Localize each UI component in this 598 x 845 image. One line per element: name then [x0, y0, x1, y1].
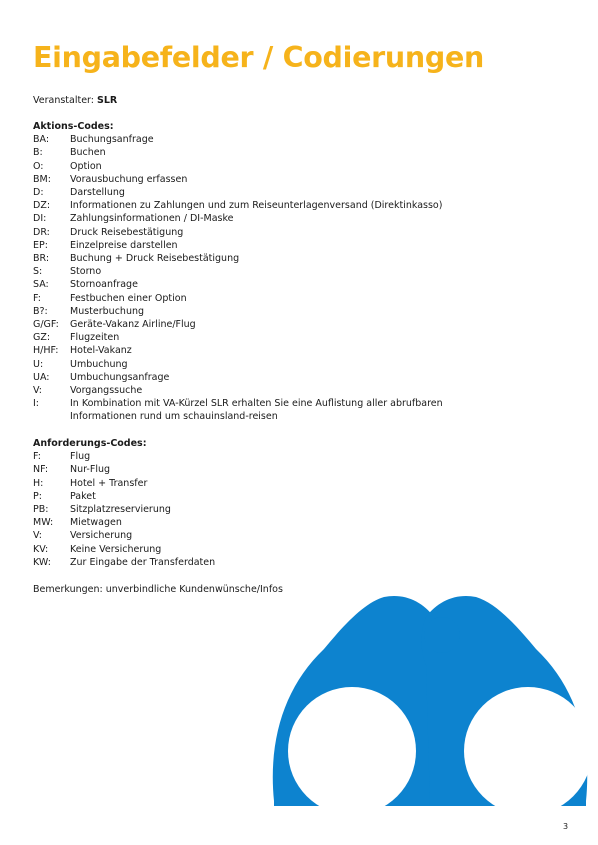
- code-description: Paket: [70, 490, 96, 502]
- code-row: [33, 529, 453, 542]
- code-label: B?:: [33, 305, 48, 317]
- code-row: [33, 199, 453, 212]
- code-description: Versicherung: [70, 530, 133, 542]
- code-description: Musterbuchung: [70, 305, 145, 317]
- code-label: KW:: [33, 556, 51, 568]
- code-row: [33, 173, 453, 186]
- code-label: BM:: [33, 173, 51, 185]
- code-row: [33, 239, 453, 252]
- code-row: [33, 133, 453, 146]
- code-description: Sitzplatzreservierung: [70, 504, 171, 516]
- code-label: BR:: [33, 253, 50, 265]
- code-row: [33, 226, 453, 239]
- code-row: [33, 344, 453, 357]
- code-row: [33, 358, 453, 371]
- code-description: Vorgangssuche: [70, 385, 143, 397]
- request-codes-section: [33, 437, 453, 569]
- code-row: [33, 503, 453, 516]
- code-row: [33, 371, 453, 384]
- code-description: Umbuchung: [70, 358, 128, 370]
- code-row: [33, 463, 453, 476]
- code-label: P:: [33, 490, 42, 502]
- organizer-line: [33, 94, 117, 107]
- code-row: [33, 397, 453, 423]
- code-description: Zahlungsinformationen / DI-Maske: [70, 213, 234, 225]
- code-row: [33, 305, 453, 318]
- code-label: H/HF:: [33, 345, 59, 357]
- code-row: [33, 160, 453, 173]
- binoculars-icon: [262, 591, 598, 806]
- code-label: KV:: [33, 543, 49, 555]
- code-label: DI:: [33, 213, 47, 225]
- binoculars-shape: [273, 596, 587, 806]
- code-label: MW:: [33, 517, 54, 529]
- code-row: [33, 252, 453, 265]
- code-description: Option: [70, 160, 102, 172]
- binoculars-bridge: [424, 617, 460, 653]
- code-description: Darstellung: [70, 187, 125, 199]
- code-description: Zur Eingabe der Transferdaten: [70, 556, 216, 568]
- code-label: U:: [33, 358, 44, 370]
- code-description: Flug: [70, 451, 91, 463]
- code-row: [33, 384, 453, 397]
- code-description: Stornoanfrage: [70, 279, 138, 291]
- code-label: GZ:: [33, 332, 51, 344]
- code-label: V:: [33, 385, 42, 397]
- code-row: [33, 556, 453, 569]
- code-label: H:: [33, 477, 44, 489]
- binoculars-left-body: [273, 596, 439, 806]
- code-description: Informationen zu Zahlungen und zum Reiseunterlagenversand (Direktinkasso): [70, 200, 443, 212]
- page-title: Eingabefelder / Codierungen: [33, 41, 484, 74]
- code-label: EP:: [33, 239, 48, 251]
- code-description: Druck Reisebestätigung: [70, 226, 184, 238]
- code-description: Mietwagen: [70, 517, 122, 529]
- action-codes-list: [33, 133, 453, 423]
- code-description: Umbuchungsanfrage: [70, 371, 170, 383]
- code-description: Buchung + Druck Reisebestätigung: [70, 253, 240, 265]
- code-row: [33, 477, 453, 490]
- code-description: Hotel-Vakanz: [70, 345, 132, 357]
- organizer-label: Veranstalter:: [33, 95, 94, 106]
- code-row: [33, 516, 453, 529]
- code-label: BA:: [33, 134, 50, 146]
- code-label: F:: [33, 451, 41, 463]
- action-codes-section: [33, 120, 453, 424]
- code-row: [33, 490, 453, 503]
- code-description: Vorausbuchung erfassen: [70, 173, 188, 185]
- code-description: Festbuchen einer Option: [70, 292, 187, 304]
- code-description: Keine Versicherung: [70, 543, 162, 555]
- code-label: I:: [33, 398, 40, 410]
- code-row: [33, 212, 453, 225]
- code-label: B:: [33, 147, 43, 159]
- code-row: [33, 318, 453, 331]
- request-codes-list: [33, 450, 453, 569]
- code-description: Einzelpreise darstellen: [70, 239, 178, 251]
- request-codes-heading: Anforderungs-Codes:: [33, 438, 147, 449]
- code-label: G/GF:: [33, 319, 59, 331]
- code-row: [33, 331, 453, 344]
- action-codes-heading: Aktions-Codes:: [33, 121, 114, 132]
- code-description: Flugzeiten: [70, 332, 120, 344]
- code-label: D:: [33, 187, 44, 199]
- code-description: Storno: [70, 266, 102, 278]
- code-description: In Kombination mit VA-Kürzel SLR erhalten Sie eine Auflistung aller abrufbaren Informationen rund um schauinsland-reisen: [70, 398, 443, 423]
- code-description: Buchungsanfrage: [70, 134, 154, 146]
- page-number: 3: [563, 822, 569, 831]
- code-label: F:: [33, 292, 41, 304]
- code-row: [33, 543, 453, 556]
- code-label: NF:: [33, 464, 49, 476]
- code-description: Nur-Flug: [70, 464, 111, 476]
- code-label: DZ:: [33, 200, 51, 212]
- code-description: Geräte-Vakanz Airline/Flug: [70, 319, 196, 331]
- code-description: Hotel + Transfer: [70, 477, 148, 489]
- code-row: [33, 186, 453, 199]
- code-label: O:: [33, 160, 44, 172]
- code-label: V:: [33, 530, 42, 542]
- code-label: DR:: [33, 226, 50, 238]
- organizer-value: SLR: [97, 95, 118, 106]
- code-row: [33, 292, 453, 305]
- code-row: [33, 146, 453, 159]
- code-label: S:: [33, 266, 43, 278]
- code-row: [33, 278, 453, 291]
- remarks-line: Bemerkungen: unverbindliche Kundenwünsche/Infos: [33, 584, 283, 595]
- code-label: UA:: [33, 371, 50, 383]
- code-row: [33, 450, 453, 463]
- code-label: PB:: [33, 504, 49, 516]
- code-description: Buchen: [70, 147, 106, 159]
- code-label: SA:: [33, 279, 49, 291]
- code-row: [33, 265, 453, 278]
